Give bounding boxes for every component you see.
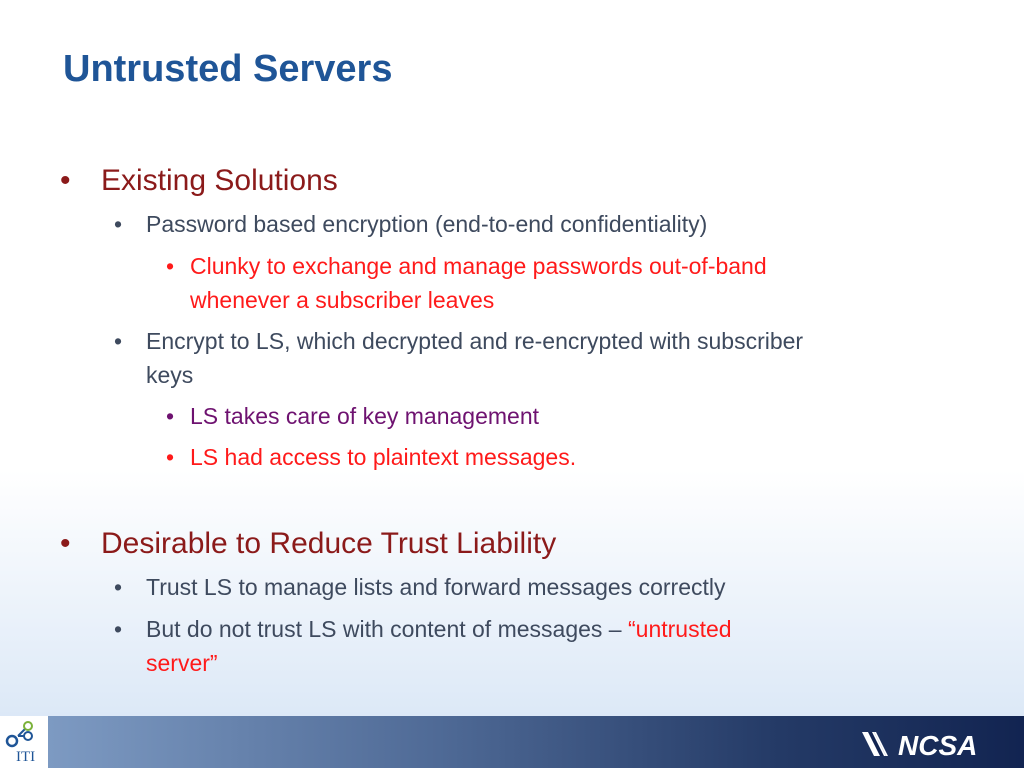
bullet-text: Password based encryption (end-to-end confidentiality) — [146, 211, 708, 237]
bullet-encrypt-to-ls — [114, 324, 804, 392]
ncsa-logo-graphic — [860, 728, 1010, 760]
bullet-untrusted-server — [114, 612, 732, 680]
bullet-dot: • — [166, 403, 175, 429]
bullet-text: LS takes care of key management — [190, 403, 540, 429]
bullet-dot: • — [166, 253, 175, 279]
iti-logo-text: ITI — [16, 749, 36, 765]
bullet-text-line2: whenever a subscriber leaves — [190, 287, 495, 313]
bullet-text-line1: Clunky to exchange and manage passwords out-of-band — [190, 253, 767, 279]
bullet-dot: • — [114, 328, 123, 354]
bullet-existing-solutions — [60, 164, 338, 198]
ncsa-logo — [860, 728, 1010, 760]
bullet-text-line2: server” — [146, 650, 218, 676]
bullet-text-highlight: “untrusted — [628, 616, 732, 642]
bullet-password-encryption — [114, 207, 708, 241]
bullet-dot: • — [60, 164, 71, 197]
bullet-text-plain: But do not trust LS with content of messages – — [146, 616, 628, 642]
bullet-text: Existing Solutions — [101, 164, 338, 197]
bullet-clunky-passwords — [166, 249, 767, 317]
bullet-dot: • — [114, 616, 123, 642]
bullet-text: Trust LS to manage lists and forward messages correctly — [146, 574, 726, 600]
iti-logo — [2, 718, 46, 766]
ncsa-logo-text: NCSA — [898, 730, 978, 760]
bullet-text: Desirable to Reduce Trust Liability — [101, 527, 557, 560]
bullet-reduce-trust-liability — [60, 527, 557, 561]
bullet-dot: • — [114, 211, 123, 237]
bullet-dot: • — [114, 574, 123, 600]
slide-title: Untrusted Servers — [63, 48, 393, 90]
bullet-text-line2: keys — [146, 362, 194, 388]
bullet-trust-ls-lists — [114, 570, 726, 604]
iti-logo-graphic — [2, 718, 46, 766]
bullet-text-line1: Encrypt to LS, which decrypted and re-encrypted with subscriber — [146, 328, 804, 354]
bullet-dot: • — [166, 444, 175, 470]
bullet-dot: • — [60, 527, 71, 560]
bullet-plaintext-access — [166, 440, 577, 474]
bullet-key-management — [166, 399, 540, 433]
bullet-text: LS had access to plaintext messages. — [190, 444, 577, 470]
